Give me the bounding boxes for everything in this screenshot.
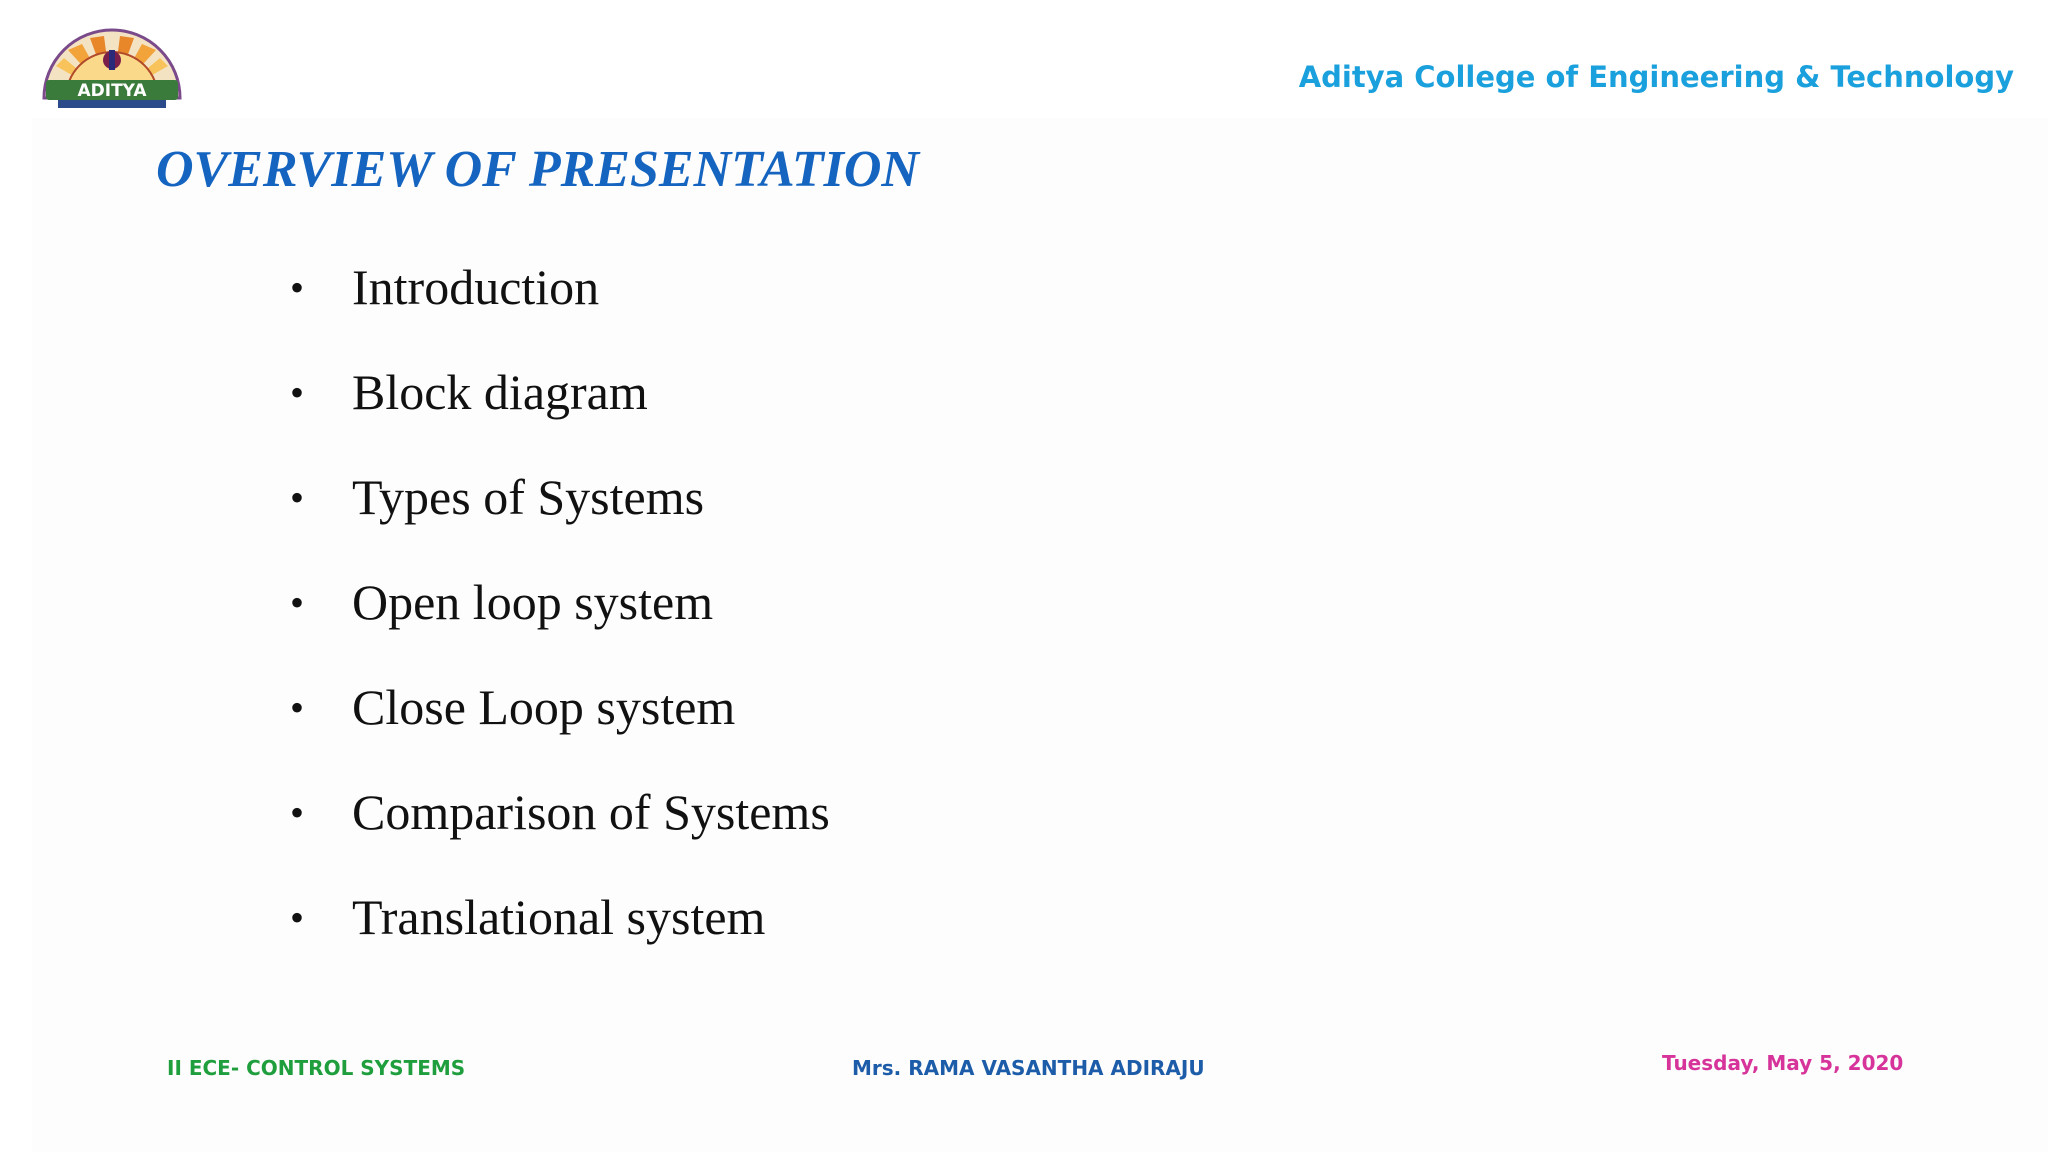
bullet-item bbox=[290, 468, 830, 573]
bullet-text: Types of Systems bbox=[352, 469, 705, 525]
bullet-item bbox=[290, 783, 830, 888]
svg-text:ADITYA: ADITYA bbox=[77, 81, 147, 101]
bullet-icon: • bbox=[290, 370, 305, 415]
bullet-item bbox=[290, 573, 830, 678]
bullet-item bbox=[290, 678, 830, 783]
bullet-icon: • bbox=[290, 790, 305, 835]
footer-date: Tuesday, May 5, 2020 bbox=[1662, 1051, 1904, 1075]
bullet-item bbox=[290, 258, 830, 363]
bullet-item bbox=[290, 363, 830, 468]
footer-author: Mrs. RAMA VASANTHA ADIRAJU bbox=[852, 1056, 1205, 1080]
bullet-icon: • bbox=[290, 265, 305, 310]
bullet-item bbox=[290, 888, 830, 993]
bullet-icon: • bbox=[290, 580, 305, 625]
bullet-text: Introduction bbox=[352, 259, 600, 315]
bullet-list bbox=[290, 258, 830, 993]
bullet-text: Comparison of Systems bbox=[352, 784, 830, 840]
bullet-icon: • bbox=[290, 475, 305, 520]
bullet-text: Translational system bbox=[352, 889, 766, 945]
bullet-icon: • bbox=[290, 895, 305, 940]
bullet-text: Open loop system bbox=[352, 574, 714, 630]
aditya-logo-icon bbox=[38, 20, 186, 110]
bullet-icon: • bbox=[290, 685, 305, 730]
college-name: Aditya College of Engineering & Technology bbox=[1298, 60, 2014, 94]
slide-title: OVERVIEW OF PRESENTATION bbox=[156, 141, 919, 198]
footer-course: II ECE- CONTROL SYSTEMS bbox=[167, 1056, 466, 1080]
bullet-text: Block diagram bbox=[352, 364, 648, 420]
bullet-text: Close Loop system bbox=[352, 679, 736, 735]
